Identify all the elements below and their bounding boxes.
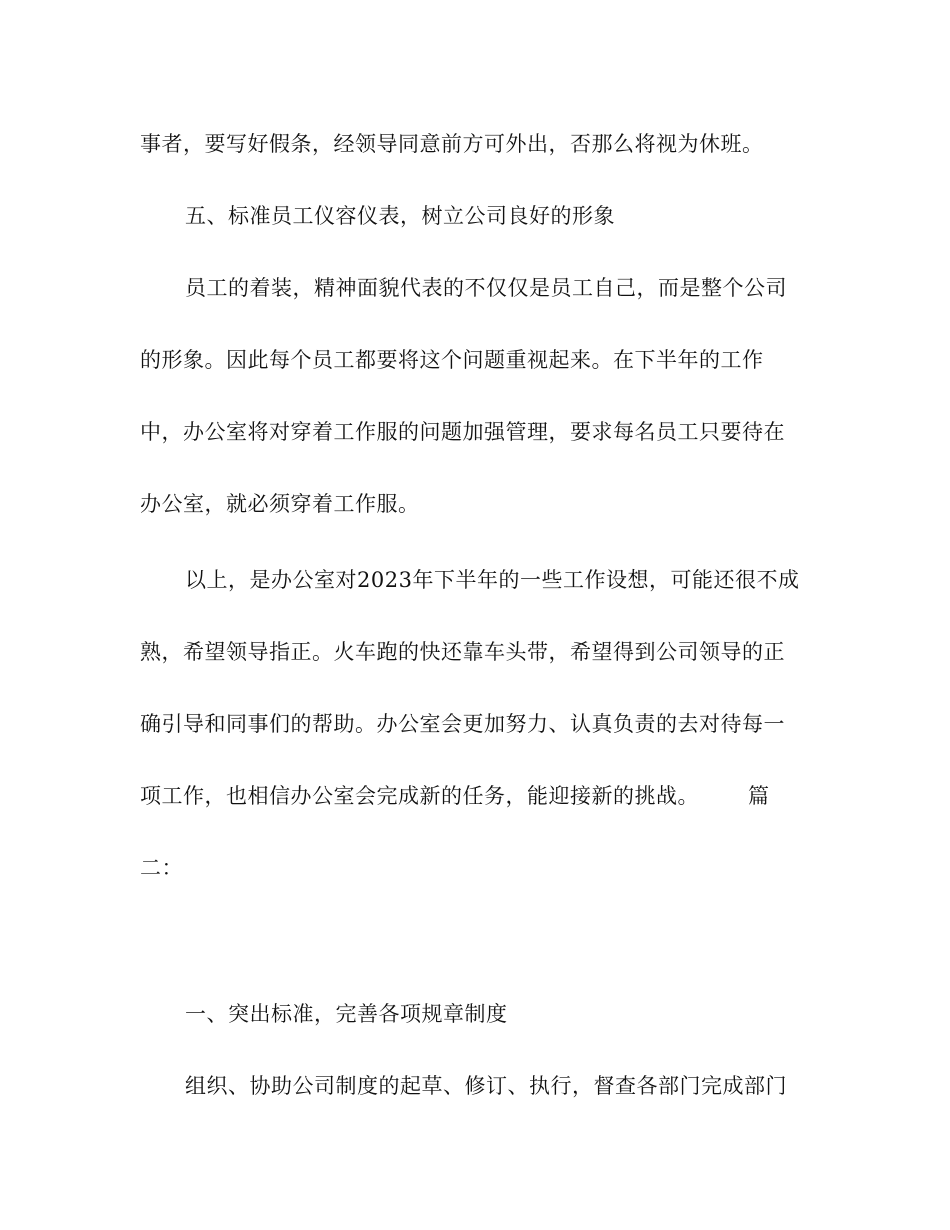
- paragraph-line: 办公室，就必须穿着工作服。: [140, 492, 420, 516]
- paragraph-line: 熟，希望领导指正。火车跑的快还靠车头带，希望得到公司领导的正: [140, 640, 785, 664]
- paragraph-line: 事者，要写好假条，经领导同意前方可外出，否那么将视为休班。: [140, 132, 764, 156]
- chapter-label: 篇: [748, 784, 770, 808]
- paragraph-line: 项工作，也相信办公室会完成新的任务，能迎接新的挑战。: [140, 784, 699, 808]
- paragraph-line: 中，办公室将对穿着工作服的问题加强管理，要求每名员工只要待在: [140, 420, 785, 444]
- paragraph-line: 以上，是办公室对2023年下半年的一些工作设想，可能还很不成: [185, 568, 800, 592]
- paragraph-line: 确引导和同事们的帮助。办公室会更加努力、认真负责的去对待每一: [140, 712, 785, 736]
- section-heading: 一、突出标准，完善各项规章制度: [185, 1002, 508, 1026]
- chapter-label: 二：: [140, 856, 183, 880]
- paragraph-line: 的形象。因此每个员工都要将这个问题重视起来。在下半年的工作: [140, 348, 764, 372]
- section-heading: 五、标准员工仪容仪表，树立公司良好的形象: [185, 204, 615, 228]
- paragraph-line: 员工的着装，精神面貌代表的不仅仅是员工自己，而是整个公司: [185, 276, 787, 300]
- paragraph-line: 组织、协助公司制度的起草、修订、执行，督查各部门完成部门: [185, 1074, 787, 1098]
